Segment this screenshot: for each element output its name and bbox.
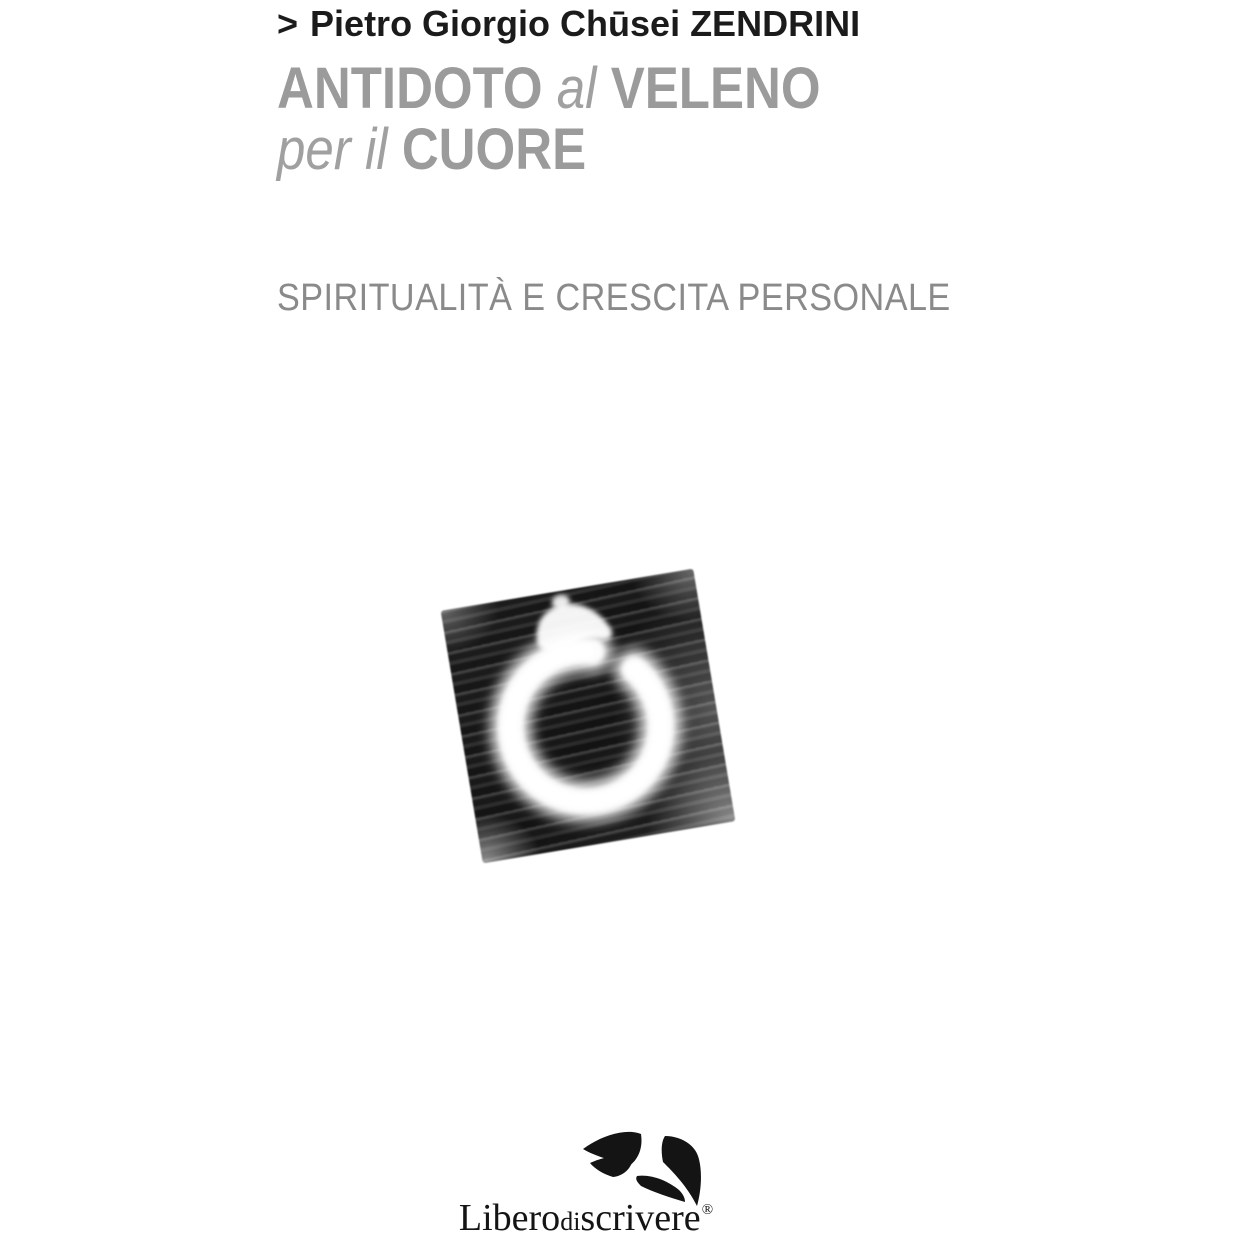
author-line	[277, 2, 860, 46]
ouroboros-icon	[441, 569, 736, 864]
book-title	[277, 58, 821, 180]
dark-wood-background	[441, 569, 736, 864]
title-line-1	[277, 58, 821, 119]
publisher-wordmark	[430, 1198, 742, 1240]
title-word-cuore: CUORE	[401, 117, 587, 182]
author-name: Pietro Giorgio Chūsei ZENDRINI	[310, 3, 861, 44]
wordmark-scrivere: scrivere	[580, 1197, 701, 1239]
wordmark-libero: Libero	[458, 1197, 561, 1239]
title-word-veleno: VELENO	[610, 56, 821, 121]
title-word-al: al	[556, 56, 597, 121]
book-subtitle: SPIRITUALITÀ E CRESCITA PERSONALE	[277, 277, 951, 319]
wordmark-di: di	[560, 1207, 581, 1236]
title-word-per-il: per il	[277, 117, 388, 182]
cover-art-photo	[441, 569, 736, 864]
title-word-antidoto: ANTIDOTO	[277, 56, 543, 121]
title-line-2	[277, 119, 821, 180]
author-marker: >	[277, 3, 299, 44]
registered-trademark-symbol: ®	[701, 1202, 714, 1218]
